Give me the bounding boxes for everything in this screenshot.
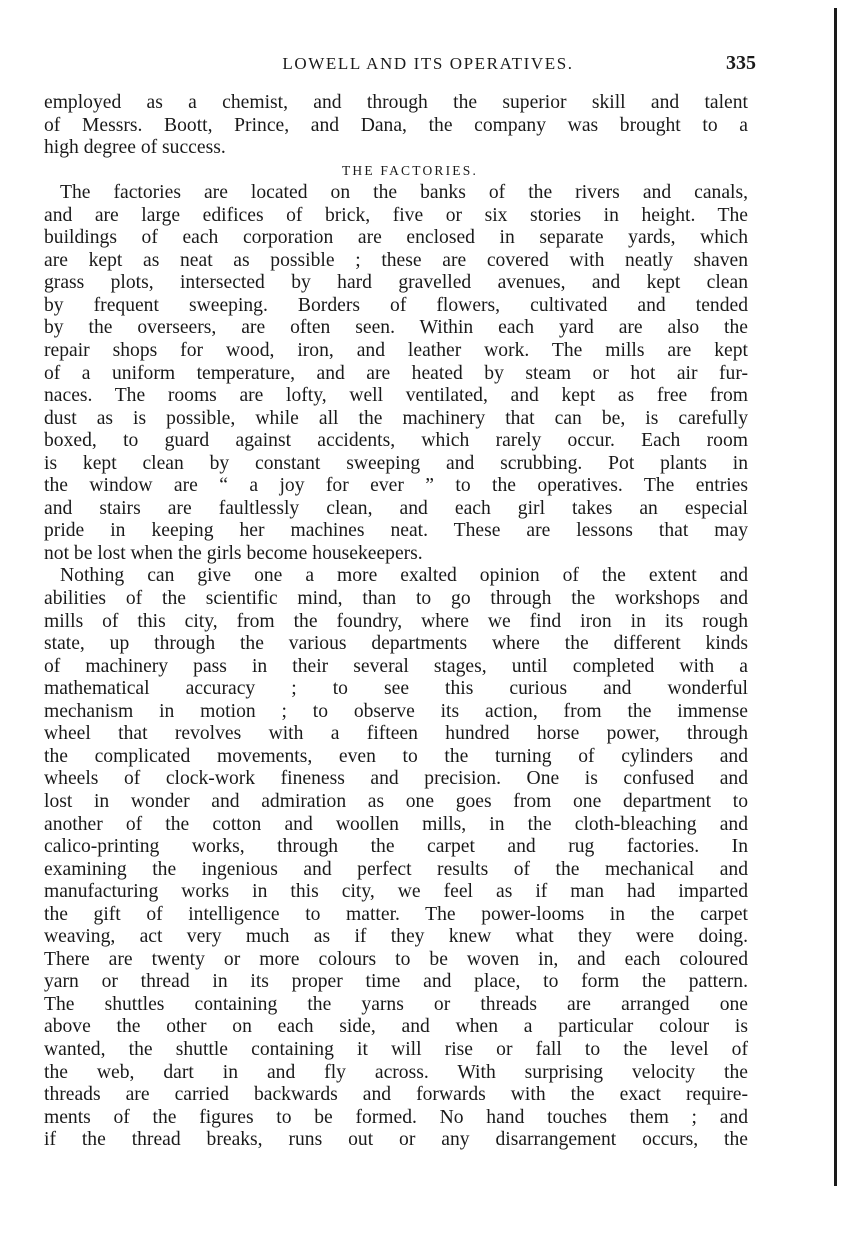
- text-line: if the thread breaks, runs out or any disarrangement occurs, the: [44, 1129, 748, 1151]
- section-heading: THE FACTORIES.: [341, 162, 479, 178]
- text-line: by the overseers, are often seen. Within each yard are also the: [44, 317, 748, 339]
- text-line: and stairs are faultlessly clean, and each girl takes an especial: [44, 497, 748, 519]
- text-line: employed as a chemist, and through the superior skill and talent: [44, 92, 748, 113]
- text-line: pride in keeping her machines neat. These are lessons that may: [44, 520, 748, 542]
- text-line: grass plots, intersected by hard gravelled avenues, and kept clean: [44, 272, 748, 294]
- text-line: threads are carried backwards and forwards with the exact require-: [44, 1084, 748, 1106]
- text-line: not be lost when the girls become housekeepers.: [44, 542, 423, 564]
- running-head: [100, 52, 756, 82]
- text-line: There are twenty or more colours to be woven in, and each coloured: [44, 948, 748, 970]
- text-line: ments of the figures to be formed. No hand touches them ; and: [44, 1106, 748, 1128]
- text-line: wanted, the shuttle containing it will rise or fall to the level of: [44, 1038, 748, 1060]
- text-line: The shuttles containing the yarns or threads are arranged one: [44, 993, 748, 1015]
- text-line: the gift of intelligence to matter. The power-looms in the carpet: [44, 903, 748, 925]
- text-line: another of the cotton and woollen mills, in the cloth-bleaching and: [44, 813, 748, 835]
- running-title: LOWELL AND ITS OPERATIVES.: [282, 54, 574, 73]
- text-line: manufacturing works in this city, we feel as if man had imparted: [44, 881, 748, 903]
- page-edge-rule: [834, 8, 837, 1186]
- text-line: lost in wonder and admiration as one goes from one department to: [44, 790, 748, 812]
- text-line: weaving, act very much as if they knew what they were doing.: [44, 926, 748, 948]
- text-line: state, up through the various departments where the different kinds: [44, 633, 748, 655]
- text-line: wheel that revolves with a fifteen hundred horse power, through: [44, 723, 748, 745]
- text-line: mills of this city, from the foundry, where we find iron in its rough: [44, 610, 748, 632]
- page-number: 335: [726, 52, 756, 74]
- paragraph-factories: [44, 182, 748, 565]
- text-line: is kept clean by constant sweeping and scrubbing. Pot plants in: [44, 452, 748, 474]
- paragraph-intro: [44, 92, 748, 160]
- text-line: examining the ingenious and perfect results of the mechanical and: [44, 858, 748, 880]
- text-line: Nothing can give one a more exalted opinion of the extent and: [60, 565, 748, 587]
- paragraph-nothing: [44, 565, 748, 1151]
- text-line: dust as is possible, while all the machinery that can be, is carefully: [44, 407, 748, 429]
- text-line: of a uniform temperature, and are heated by steam or hot air fur-: [44, 362, 748, 384]
- text-line: mechanism in motion ; to observe its action, from the immense: [44, 700, 748, 722]
- text-line: of Messrs. Boott, Prince, and Dana, the company was brought to a: [44, 114, 748, 136]
- text-line: are kept as neat as possible ; these are covered with neatly shaven: [44, 249, 748, 271]
- text-line: buildings of each corporation are enclosed in separate yards, which: [44, 227, 748, 249]
- text-line: and are large edifices of brick, five or six stories in height. The: [44, 204, 748, 226]
- text-line: wheels of clock-work fineness and precision. One is confused and: [44, 768, 748, 790]
- text-line: the window are “ a joy for ever ” to the operatives. The entries: [44, 475, 748, 497]
- text-line: repair shops for wood, iron, and leather work. The mills are kept: [44, 340, 748, 362]
- text-line: above the other on each side, and when a particular colour is: [44, 1016, 748, 1038]
- text-line: by frequent sweeping. Borders of flowers, cultivated and tended: [44, 294, 748, 316]
- text-line: yarn or thread in its proper time and place, to form the pattern.: [44, 971, 748, 993]
- text-line: calico-printing works, through the carpet and rug factories. In: [44, 836, 748, 858]
- text-line: high degree of success.: [44, 137, 226, 159]
- text-line: mathematical accuracy ; to see this curious and wonderful: [44, 678, 748, 700]
- text-line: abilities of the scientific mind, than to go through the workshops and: [44, 588, 748, 610]
- text-line: the complicated movements, even to the turning of cylinders and: [44, 745, 748, 767]
- text-block: [44, 92, 748, 1152]
- text-line: naces. The rooms are lofty, well ventilated, and kept as free from: [44, 385, 748, 407]
- text-line: The factories are located on the banks of the rivers and canals,: [60, 182, 748, 204]
- text-line: of machinery pass in their several stages, until completed with a: [44, 655, 748, 677]
- text-line: boxed, to guard against accidents, which rarely occur. Each room: [44, 430, 748, 452]
- text-line: the web, dart in and fly across. With surprising velocity the: [44, 1061, 748, 1083]
